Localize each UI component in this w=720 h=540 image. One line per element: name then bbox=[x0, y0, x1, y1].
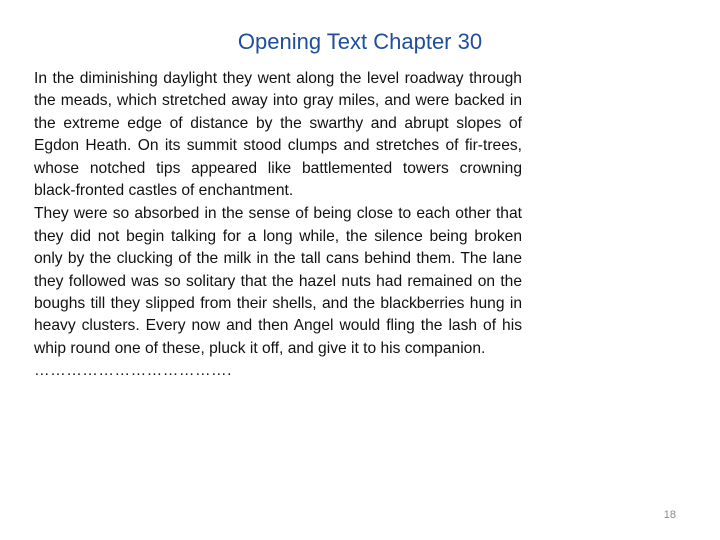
paragraph: They were so absorbed in the sense of being close to each other that they did not begin talking for a long while, the silence being broken only by the clucking of the milk in the tall cans behind them. The lane they followed was so solitary that the hazel nuts had remained on the boughs till they slipped from their shells, and the blackberries hung in heavy clusters. Every now and then Angel would fling the lash of his whip round one of these, pluck it off, and give it to his companion. bbox=[34, 205, 522, 357]
ellipsis: ………………………………. bbox=[34, 362, 232, 380]
page-number: 18 bbox=[663, 509, 676, 521]
body-text bbox=[34, 68, 522, 383]
paragraph: In the diminishing daylight they went along the level roadway through the meads, which stretched away into gray miles, and were backed in the extreme edge of distance by the swarthy and abrupt slopes of Egdon Heath. On its summit stood clumps and stretches of fir-trees, whose notched tips appeared like battlemented towers crowning black-fronted castles of enchantment. bbox=[34, 70, 522, 200]
slide-title: Opening Text Chapter 30 bbox=[237, 29, 483, 54]
